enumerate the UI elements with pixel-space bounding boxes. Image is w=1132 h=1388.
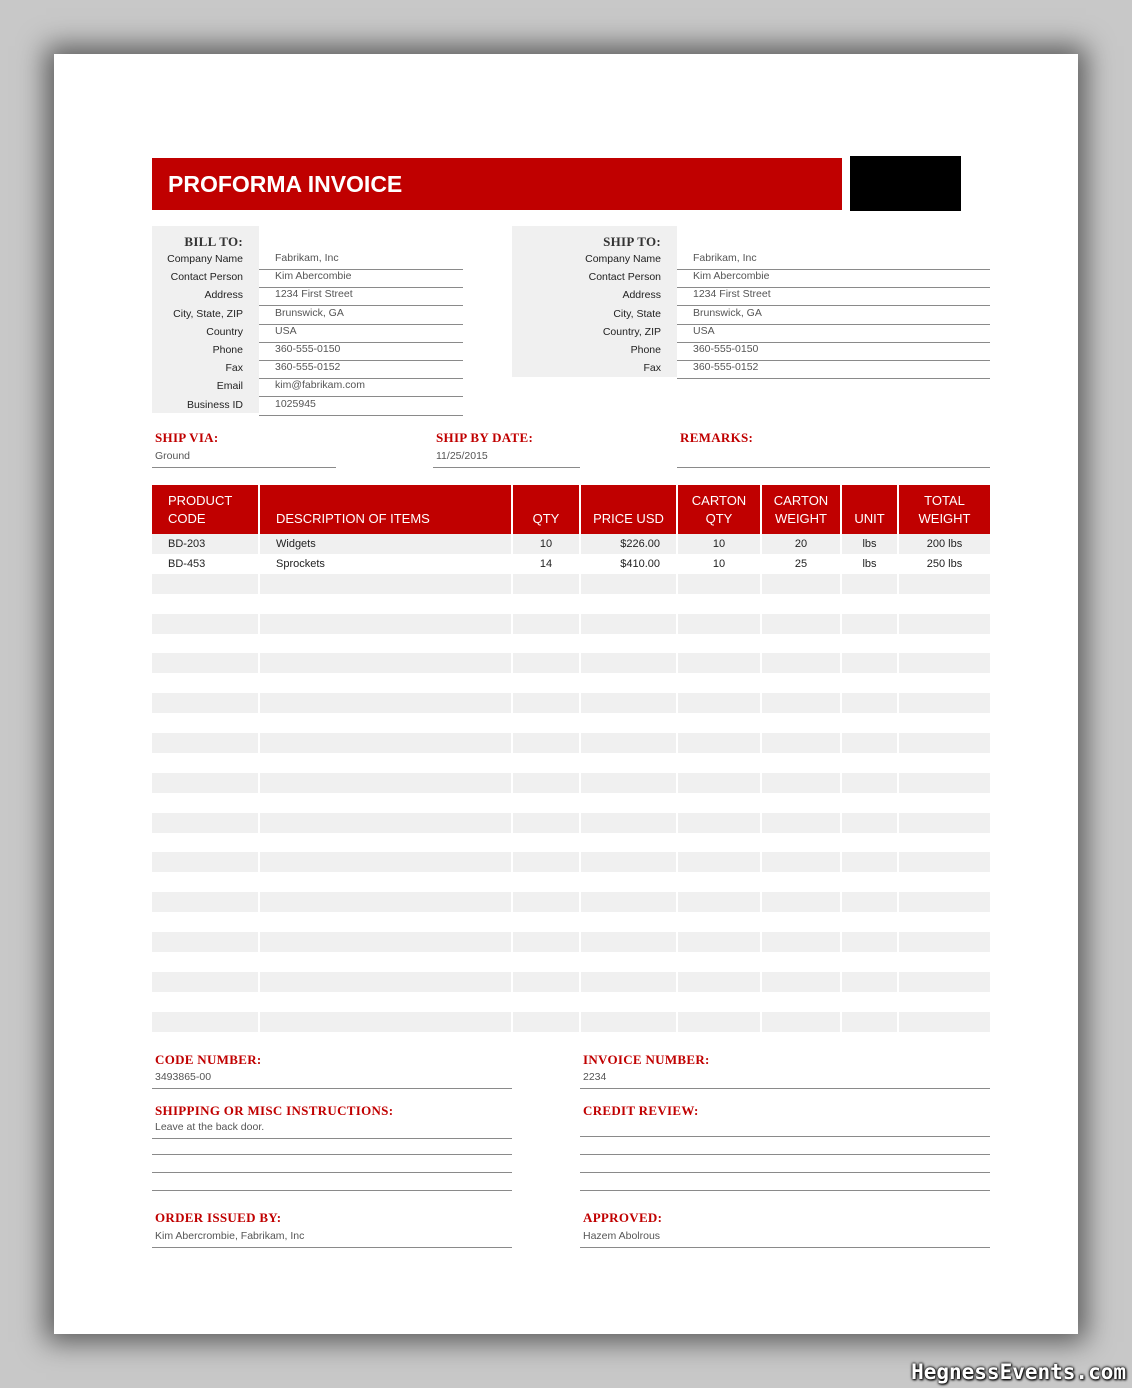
ship_to-row-value[interactable]: Kim Abercombie: [677, 270, 990, 288]
table-cell-empty[interactable]: [678, 892, 760, 912]
bill_to-row-label: Email: [216, 380, 243, 393]
table-cell-empty[interactable]: [581, 912, 676, 932]
bill_to-row-label: City, State, ZIP: [173, 307, 243, 320]
table-cell-empty[interactable]: [260, 813, 511, 833]
table-cell-empty[interactable]: [842, 833, 897, 853]
invoice-number-label: INVOICE NUMBER:: [583, 1052, 710, 1067]
table-cell-empty[interactable]: [260, 1012, 511, 1032]
table-cell-empty[interactable]: [260, 614, 511, 634]
remarks-label: REMARKS:: [680, 430, 754, 445]
table-cell-empty[interactable]: [899, 872, 990, 892]
ship-via-label: SHIP VIA:: [155, 430, 219, 445]
table-cell-empty[interactable]: [842, 693, 897, 713]
table-cell-empty[interactable]: [899, 753, 990, 773]
table-cell-empty[interactable]: [899, 813, 990, 833]
table-cell-empty[interactable]: [260, 594, 511, 614]
table-cell-empty[interactable]: [678, 773, 760, 793]
table-cell-empty[interactable]: [762, 653, 840, 673]
table-cell-empty[interactable]: [513, 653, 579, 673]
table-cell-total-weight[interactable]: 200 lbs: [899, 534, 990, 554]
table-cell-empty[interactable]: [581, 932, 676, 952]
table-cell-empty[interactable]: [899, 574, 990, 594]
table-cell-empty[interactable]: [762, 833, 840, 853]
table-cell-empty[interactable]: [899, 952, 990, 972]
code-number-label: CODE NUMBER:: [155, 1052, 262, 1067]
col-header-qty: QTY: [513, 485, 579, 534]
table-cell-empty[interactable]: [260, 693, 511, 713]
table-cell-empty[interactable]: [260, 574, 511, 594]
table-cell-empty[interactable]: [762, 614, 840, 634]
table-cell-empty[interactable]: [152, 773, 258, 793]
table-cell-empty[interactable]: [513, 833, 579, 853]
bill_to-row-label: Contact Person: [170, 271, 243, 284]
logo-placeholder: [850, 156, 961, 211]
table-cell-empty[interactable]: [513, 952, 579, 972]
table-cell-empty[interactable]: [260, 952, 511, 972]
ship_to-row-value[interactable]: USA: [677, 325, 990, 343]
ship_to-row-value[interactable]: 1234 First Street: [677, 288, 990, 306]
table-cell-empty[interactable]: [260, 673, 511, 693]
table-cell-empty[interactable]: [678, 673, 760, 693]
table-cell-empty[interactable]: [260, 892, 511, 912]
table-cell-carton-qty[interactable]: 10: [712, 557, 726, 570]
col-header-carton-qty: CARTON QTY: [678, 485, 760, 534]
table-cell-empty[interactable]: [152, 952, 258, 972]
table-cell-description[interactable]: Widgets: [260, 534, 511, 554]
table-cell-empty[interactable]: [678, 1012, 760, 1032]
credit-review-line-2[interactable]: [580, 1154, 990, 1155]
table-cell-empty[interactable]: [581, 972, 676, 992]
bill_to-row-label: Fax: [225, 362, 243, 375]
table-cell-empty[interactable]: [513, 634, 579, 654]
col-header-total-weight: TOTAL WEIGHT: [899, 485, 990, 534]
table-cell-empty[interactable]: [581, 833, 676, 853]
table-cell-empty[interactable]: [152, 992, 258, 1012]
table-cell-empty[interactable]: [152, 693, 258, 713]
table-cell-empty[interactable]: [899, 733, 990, 753]
table-cell-empty[interactable]: [762, 594, 840, 614]
table-cell-empty[interactable]: [581, 753, 676, 773]
table-cell-empty[interactable]: [899, 852, 990, 872]
table-cell-empty[interactable]: [842, 614, 897, 634]
table-cell-empty[interactable]: [513, 693, 579, 713]
table-cell-empty[interactable]: [899, 793, 990, 813]
table-cell-empty[interactable]: [678, 813, 760, 833]
table-cell-empty[interactable]: [260, 872, 511, 892]
table-cell-empty[interactable]: [260, 833, 511, 853]
table-cell-empty[interactable]: [152, 614, 258, 634]
approved-label: APPROVED:: [583, 1210, 663, 1225]
ship_to-row-value[interactable]: 360-555-0152: [677, 361, 990, 379]
table-cell-empty[interactable]: [581, 852, 676, 872]
table-cell-empty[interactable]: [762, 713, 840, 733]
table-cell-empty[interactable]: [581, 793, 676, 813]
bill_to-row-value[interactable]: Fabrikam, Inc: [259, 252, 463, 270]
table-cell-empty[interactable]: [152, 634, 258, 654]
issued-by-label: ORDER ISSUED BY:: [155, 1210, 282, 1225]
table-cell-empty[interactable]: [581, 1012, 676, 1032]
table-cell-empty[interactable]: [513, 872, 579, 892]
table-cell-empty[interactable]: [581, 733, 676, 753]
table-cell-empty[interactable]: [152, 793, 258, 813]
table-cell-empty[interactable]: [678, 833, 760, 853]
bill_to-row-label: Country: [206, 325, 243, 338]
bill_to-row-value[interactable]: Brunswick, GA: [259, 307, 463, 325]
table-cell-empty[interactable]: [762, 693, 840, 713]
table-cell-empty[interactable]: [260, 932, 511, 952]
table-cell-empty[interactable]: [513, 813, 579, 833]
table-cell-empty[interactable]: [899, 693, 990, 713]
remarks-value[interactable]: [677, 450, 990, 468]
bill_to-row-value[interactable]: 1234 First Street: [259, 288, 463, 306]
table-cell-empty[interactable]: [899, 673, 990, 693]
approved-value[interactable]: Hazem Abolrous: [580, 1230, 990, 1248]
table-cell-empty[interactable]: [513, 713, 579, 733]
table-cell-empty[interactable]: [678, 634, 760, 654]
credit-review-line-1[interactable]: [580, 1136, 990, 1137]
ship-via-value[interactable]: Ground: [152, 450, 336, 468]
table-cell-empty[interactable]: [678, 852, 760, 872]
table-cell-empty[interactable]: [260, 713, 511, 733]
table-cell-empty[interactable]: [678, 912, 760, 932]
table-cell-empty[interactable]: [678, 614, 760, 634]
table-cell-empty[interactable]: [513, 932, 579, 952]
table-cell-empty[interactable]: [899, 614, 990, 634]
ship-by-date-value[interactable]: 11/25/2015: [433, 450, 580, 468]
table-cell-empty[interactable]: [762, 992, 840, 1012]
table-cell-empty[interactable]: [842, 594, 897, 614]
col-header-carton-weight: CARTON WEIGHT: [762, 485, 840, 534]
table-cell-empty[interactable]: [842, 892, 897, 912]
col-header-unit: UNIT: [842, 485, 897, 534]
table-cell-empty[interactable]: [678, 992, 760, 1012]
ship_to-row-label: Contact Person: [588, 271, 661, 284]
table-cell-carton-qty[interactable]: 10: [678, 534, 760, 554]
table-cell-empty[interactable]: [581, 693, 676, 713]
table-cell-empty[interactable]: [842, 634, 897, 654]
invoice-title: PROFORMA INVOICE: [152, 158, 842, 210]
table-cell-empty[interactable]: [762, 912, 840, 932]
table-cell-empty[interactable]: [842, 574, 897, 594]
ship-by-date-label: SHIP BY DATE:: [436, 430, 534, 445]
table-cell-empty[interactable]: [762, 773, 840, 793]
table-cell-carton-weight[interactable]: 25: [794, 557, 808, 570]
table-cell-empty[interactable]: [152, 892, 258, 912]
table-cell-empty[interactable]: [842, 952, 897, 972]
table-cell-empty[interactable]: [678, 574, 760, 594]
table-cell-empty[interactable]: [581, 594, 676, 614]
bill_to-row-value[interactable]: Kim Abercombie: [259, 270, 463, 288]
table-cell-empty[interactable]: [260, 793, 511, 813]
table-cell-empty[interactable]: [678, 793, 760, 813]
table-cell-empty[interactable]: [678, 753, 760, 773]
table-cell-empty[interactable]: [581, 872, 676, 892]
table-cell-empty[interactable]: [842, 932, 897, 952]
ship_to-row-label: Fax: [643, 362, 661, 375]
table-cell-empty[interactable]: [899, 713, 990, 733]
table-cell-empty[interactable]: [152, 872, 258, 892]
credit-review-line-4[interactable]: [580, 1190, 990, 1191]
table-cell-empty[interactable]: [842, 773, 897, 793]
table-cell-empty[interactable]: [513, 773, 579, 793]
watermark-text: HegnessEvents.com: [911, 1360, 1126, 1384]
bill_to-row-label: Address: [204, 289, 243, 302]
table-cell-empty[interactable]: [842, 673, 897, 693]
table-cell-empty[interactable]: [762, 932, 840, 952]
table-cell-qty[interactable]: 10: [513, 534, 579, 554]
table-cell-unit[interactable]: lbs: [842, 534, 897, 554]
table-cell-empty[interactable]: [513, 614, 579, 634]
table-cell-empty[interactable]: [678, 594, 760, 614]
table-cell-empty[interactable]: [152, 813, 258, 833]
table-cell-empty[interactable]: [513, 992, 579, 1012]
table-cell-empty[interactable]: [899, 912, 990, 932]
instructions-value[interactable]: Leave at the back door.: [152, 1121, 512, 1139]
instructions-line-4[interactable]: [152, 1190, 512, 1191]
table-cell-empty[interactable]: [762, 892, 840, 912]
table-cell-empty[interactable]: [260, 733, 511, 753]
bill_to-row-value[interactable]: kim@fabrikam.com: [259, 379, 463, 397]
table-cell-empty[interactable]: [762, 673, 840, 693]
ship_to-row-value[interactable]: 360-555-0150: [677, 343, 990, 361]
table-cell-empty[interactable]: [513, 972, 579, 992]
issued-by-value[interactable]: Kim Abercrombie, Fabrikam, Inc: [152, 1230, 512, 1248]
table-cell-empty[interactable]: [260, 653, 511, 673]
table-cell-empty[interactable]: [842, 992, 897, 1012]
col-header-description: DESCRIPTION OF ITEMS: [260, 485, 511, 534]
table-cell-empty[interactable]: [842, 852, 897, 872]
table-cell-empty[interactable]: [152, 833, 258, 853]
table-cell-empty[interactable]: [260, 634, 511, 654]
bill_to-row-label: Company Name: [167, 253, 243, 265]
table-cell-description[interactable]: Sprockets: [276, 557, 325, 570]
table-cell-empty[interactable]: [513, 733, 579, 753]
table-cell-empty[interactable]: [842, 793, 897, 813]
table-cell-empty[interactable]: [152, 733, 258, 753]
table-cell-empty[interactable]: [260, 773, 511, 793]
table-cell-empty[interactable]: [581, 952, 676, 972]
table-cell-empty[interactable]: [678, 733, 760, 753]
table-cell-qty[interactable]: 14: [539, 557, 553, 570]
table-cell-empty[interactable]: [899, 892, 990, 912]
table-cell-empty[interactable]: [899, 653, 990, 673]
table-cell-empty[interactable]: [678, 932, 760, 952]
table-cell-empty[interactable]: [513, 594, 579, 614]
table-cell-empty[interactable]: [762, 793, 840, 813]
table-cell-empty[interactable]: [581, 653, 676, 673]
table-cell-empty[interactable]: [513, 574, 579, 594]
table-cell-empty[interactable]: [513, 912, 579, 932]
table-cell-empty[interactable]: [152, 653, 258, 673]
table-cell-carton-weight[interactable]: 20: [762, 534, 840, 554]
ship-to-heading: SHIP TO:: [603, 234, 661, 249]
table-cell-empty[interactable]: [581, 673, 676, 693]
table-cell-empty[interactable]: [260, 852, 511, 872]
table-cell-empty[interactable]: [678, 952, 760, 972]
bill_to-row-value[interactable]: 360-555-0150: [259, 343, 463, 361]
table-cell-empty[interactable]: [678, 653, 760, 673]
bill-to-heading: BILL TO:: [184, 234, 243, 249]
table-cell-code[interactable]: BD-203: [152, 534, 258, 554]
col-header-product-code: PRODUCT CODE: [152, 485, 258, 534]
table-cell-empty[interactable]: [678, 693, 760, 713]
table-cell-empty[interactable]: [842, 813, 897, 833]
table-cell-price[interactable]: $226.00: [581, 534, 676, 554]
table-cell-empty[interactable]: [842, 972, 897, 992]
table-cell-empty[interactable]: [152, 912, 258, 932]
table-cell-price[interactable]: $410.00: [620, 557, 660, 570]
table-cell-empty[interactable]: [842, 872, 897, 892]
bill_to-row-value[interactable]: 360-555-0152: [259, 361, 463, 379]
table-cell-empty[interactable]: [762, 852, 840, 872]
ship_to-row-value[interactable]: Brunswick, GA: [677, 307, 990, 325]
table-cell-empty[interactable]: [762, 733, 840, 753]
table-cell-empty[interactable]: [842, 1012, 897, 1032]
table-cell-empty[interactable]: [678, 713, 760, 733]
bill_to-row-value[interactable]: 1025945: [259, 398, 463, 416]
table-cell-empty[interactable]: [762, 634, 840, 654]
ship_to-row-label: Country, ZIP: [602, 325, 661, 338]
invoice-number-value[interactable]: 2234: [580, 1071, 990, 1089]
instructions-line-2[interactable]: [152, 1154, 512, 1155]
table-cell-empty[interactable]: [678, 972, 760, 992]
table-cell-empty[interactable]: [513, 793, 579, 813]
table-cell-empty[interactable]: [581, 992, 676, 1012]
ship_to-row-value[interactable]: Fabrikam, Inc: [677, 252, 990, 270]
table-cell-empty[interactable]: [842, 912, 897, 932]
table-cell-unit[interactable]: lbs: [862, 557, 877, 570]
table-cell-empty[interactable]: [899, 833, 990, 853]
bill_to-row-value[interactable]: USA: [259, 325, 463, 343]
bill_to-row-label: Phone: [212, 344, 243, 356]
table-cell-empty[interactable]: [260, 912, 511, 932]
table-cell-empty[interactable]: [513, 673, 579, 693]
table-cell-empty[interactable]: [152, 932, 258, 952]
ship_to-row-label: Address: [622, 289, 661, 302]
table-cell-empty[interactable]: [152, 852, 258, 872]
table-cell-empty[interactable]: [899, 992, 990, 1012]
table-cell-total-weight[interactable]: 250 lbs: [926, 557, 963, 570]
col-header-price: PRICE USD: [581, 485, 676, 534]
instructions-label: SHIPPING OR MISC INSTRUCTIONS:: [155, 1103, 394, 1118]
table-cell-empty[interactable]: [899, 634, 990, 654]
table-cell-empty[interactable]: [899, 1012, 990, 1032]
table-cell-empty[interactable]: [762, 972, 840, 992]
table-cell-empty[interactable]: [581, 614, 676, 634]
table-cell-empty[interactable]: [152, 972, 258, 992]
table-cell-empty[interactable]: [842, 653, 897, 673]
table-cell-empty[interactable]: [581, 634, 676, 654]
table-cell-empty[interactable]: [152, 574, 258, 594]
table-cell-empty[interactable]: [581, 574, 676, 594]
table-cell-empty[interactable]: [152, 753, 258, 773]
table-cell-empty[interactable]: [152, 594, 258, 614]
credit-review-line-3[interactable]: [580, 1172, 990, 1173]
table-cell-empty[interactable]: [899, 932, 990, 952]
table-cell-empty[interactable]: [762, 952, 840, 972]
table-cell-empty[interactable]: [260, 992, 511, 1012]
table-cell-empty[interactable]: [842, 753, 897, 773]
table-cell-empty[interactable]: [260, 972, 511, 992]
ship_to-row-label: Phone: [630, 344, 661, 356]
table-cell-empty[interactable]: [581, 713, 676, 733]
invoice-page: [54, 54, 1078, 1334]
code-number-value[interactable]: 3493865-00: [152, 1071, 512, 1089]
table-cell-empty[interactable]: [581, 813, 676, 833]
table-cell-empty[interactable]: [513, 852, 579, 872]
table-cell-empty[interactable]: [899, 594, 990, 614]
table-cell-code[interactable]: BD-453: [168, 557, 206, 570]
table-cell-empty[interactable]: [581, 773, 676, 793]
table-cell-empty[interactable]: [152, 673, 258, 693]
table-cell-empty[interactable]: [513, 1012, 579, 1032]
table-cell-empty[interactable]: [260, 753, 511, 773]
table-cell-empty[interactable]: [762, 813, 840, 833]
table-cell-empty[interactable]: [762, 753, 840, 773]
table-cell-empty[interactable]: [842, 733, 897, 753]
credit-review-label: CREDIT REVIEW:: [583, 1103, 699, 1118]
table-cell-empty[interactable]: [899, 972, 990, 992]
bill_to-row-label: Business ID: [186, 398, 243, 411]
ship_to-row-label: City, State: [613, 307, 661, 320]
table-cell-empty[interactable]: [513, 753, 579, 773]
instructions-line-3[interactable]: [152, 1172, 512, 1173]
table-cell-empty[interactable]: [513, 892, 579, 912]
table-cell-empty[interactable]: [152, 713, 258, 733]
table-cell-empty[interactable]: [762, 1012, 840, 1032]
table-cell-empty[interactable]: [899, 773, 990, 793]
table-cell-empty[interactable]: [678, 872, 760, 892]
table-cell-empty[interactable]: [842, 713, 897, 733]
table-cell-empty[interactable]: [152, 1012, 258, 1032]
table-cell-empty[interactable]: [762, 872, 840, 892]
table-cell-empty[interactable]: [581, 892, 676, 912]
ship_to-row-label: Company Name: [585, 253, 661, 265]
table-cell-empty[interactable]: [762, 574, 840, 594]
